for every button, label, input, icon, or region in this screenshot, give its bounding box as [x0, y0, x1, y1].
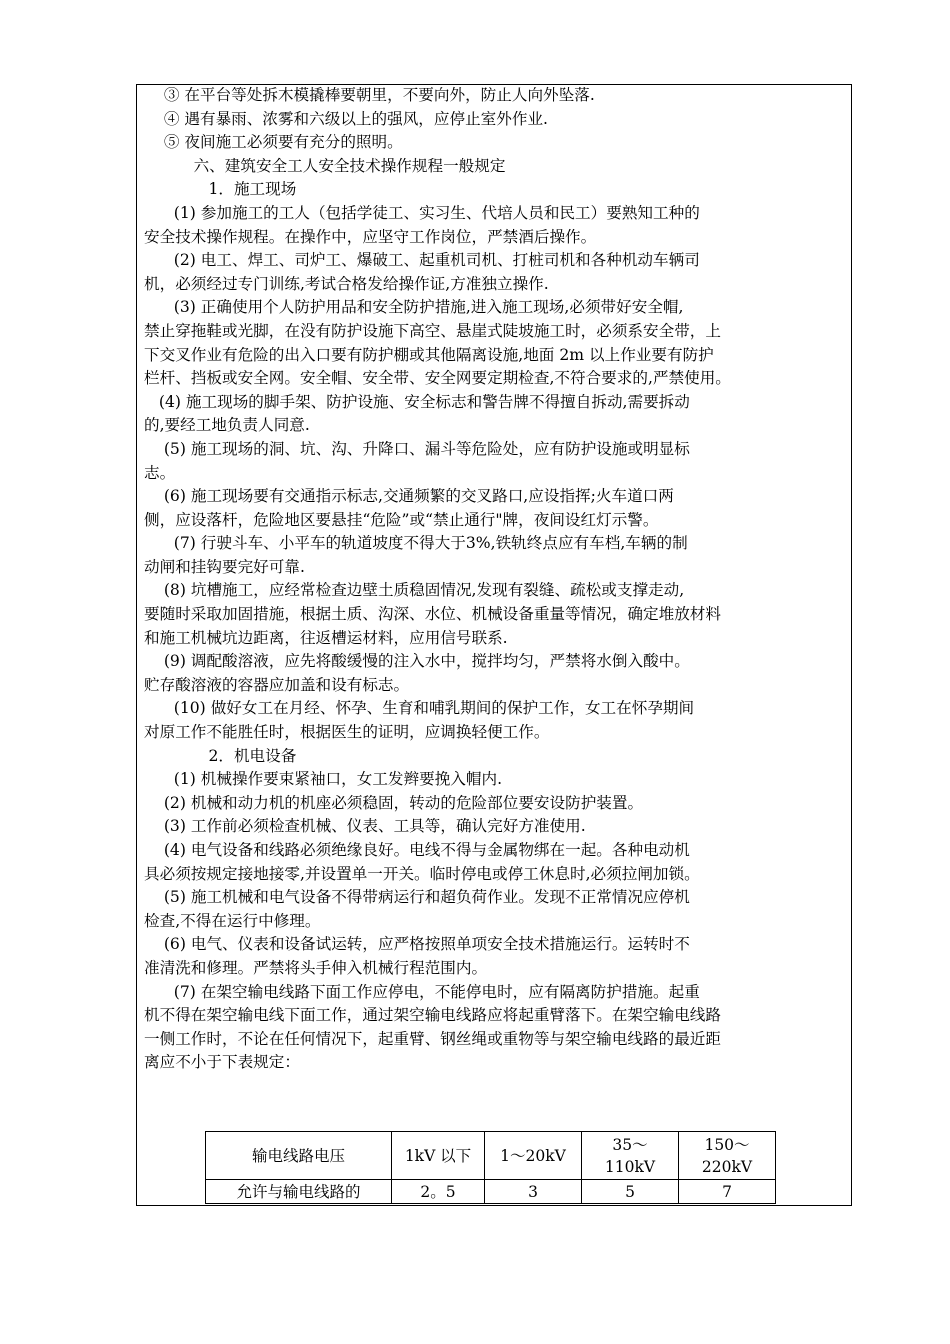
text-line: 侧，应设落杆，危险地区要悬挂“危险”或“禁止通行"牌，夜间设红灯示警。 [144, 510, 659, 529]
table-cell: 1kV 以下 [392, 1132, 485, 1180]
text-line: (2) 机械和动力机的机座必须稳固，转动的危险部位要安设防护装置。 [144, 793, 644, 812]
text-line: 具必须按规定接地接零,并设置单一开关。临时停电或停工休息时,必须拉闸加锁。 [144, 864, 700, 883]
text-line: (1) 机械操作要束紧袖口，女工发辫要挽入帽内. [144, 770, 503, 789]
text-line: 要随时采取加固措施，根据土质、沟深、水位、机械设备重量等情况，确定堆放材料 [144, 605, 721, 624]
text-line: 1．施工现场 [144, 180, 297, 199]
text-line: (8) 坑槽施工，应经常检查边壁土质稳固情况,发现有裂缝、疏松或支撑走动, [144, 581, 685, 600]
text-line: 准清洗和修理。严禁将头手伸入机械行程范围内。 [144, 958, 488, 977]
text-line: 和施工机械坑边距离，往返槽运材料，应用信号联系. [144, 628, 508, 647]
text-line: ③ 在平台等处拆木模撬棒要朝里，不要向外，防止人向外坠落. [144, 86, 595, 104]
text-line: (9) 调配酸溶液，应先将酸缓慢的注入水中，搅拌均匀，严禁将水倒入酸中。 [144, 652, 690, 671]
text-line: 2．机电设备 [144, 746, 297, 765]
text-line: 动闸和挂钩要完好可靠. [144, 557, 305, 576]
text-line: 一侧工作时，不论在任何情况下，起重臂、钢丝绳或重物等与架空输电线路的最近距 [144, 1029, 721, 1048]
text-line: 离应不小于下表规定： [144, 1053, 300, 1072]
table-row [206, 1180, 776, 1204]
text-line: 禁止穿拖鞋或光脚，在没有防护设施下高空、悬崖式陡坡施工时，必须系安全带，上 [144, 321, 721, 340]
text-line: (6) 电气、仪表和设备试运转，应严格按照单项安全技术措施运行。运转时不 [144, 935, 690, 954]
text-line: (6) 施工现场要有交通指示标志,交通频繁的交叉路口,应设指挥;火车道口两 [144, 487, 674, 506]
table-row [206, 1132, 776, 1180]
text-line: 志。 [144, 463, 176, 482]
text-line: (3) 正确使用个人防护用品和安全防护措施,进入施工现场,必须带好安全帽, [144, 298, 684, 317]
text-line: (3) 工作前必须检查机械、仪表、工具等，确认完好方准使用. [144, 817, 586, 836]
distance-table [205, 1131, 776, 1204]
text-line: 对原工作不能胜任时，根据医生的证明，应调换轻便工作。 [144, 723, 550, 742]
text-line: (4) 施工现场的脚手架、防护设施、安全标志和警告牌不得擅自拆动,需要拆动 [144, 392, 690, 411]
text-line: 的,要经工地负责人同意. [144, 416, 310, 435]
text-line: (7) 在架空输电线路下面工作应停电，不能停电时，应有隔离防护措施。起重 [144, 982, 700, 1001]
table-cell: 5 [582, 1180, 679, 1204]
text-line: (10) 做好女工在月经、怀孕、生育和哺乳期间的保护工作，女工在怀孕期间 [144, 699, 695, 718]
text-line: ⑤ 夜间施工必须要有充分的照明。 [144, 133, 403, 152]
table-cell-line: 35～ [612, 1135, 648, 1154]
table-cell [582, 1132, 679, 1180]
table-cell-line: 220kV [701, 1157, 753, 1176]
text-line: 机不得在架空输电线下面工作，通过架空输电线路应将起重臂落下。在架空输电线路 [144, 1006, 721, 1025]
table-cell: 允许与输电线路的 [206, 1180, 392, 1204]
text-line: (1) 参加施工的工人（包括学徒工、实习生、代培人员和民工）要熟知工种的 [144, 203, 700, 222]
text-line: 下交叉作业有危险的出入口要有防护棚或其他隔离设施,地面 2m 以上作业要有防护 [144, 345, 714, 364]
table-cell: 7 [679, 1180, 776, 1204]
table-cell-line: 110kV [604, 1157, 656, 1176]
text-line: 安全技术操作规程。在操作中，应坚守工作岗位，严禁酒后操作。 [144, 227, 597, 246]
text-line: (5) 施工现场的洞、坑、沟、升降口、漏斗等危险处，应有防护设施或明显标 [144, 439, 690, 458]
document-body [144, 84, 848, 1075]
text-line: (4) 电气设备和线路必须绝缘良好。电线不得与金属物绑在一起。各种电动机 [144, 841, 690, 859]
text-line: 六、建筑安全工人安全技术操作规程一般规定 [144, 156, 506, 175]
table-cell: 2。5 [392, 1180, 485, 1204]
text-line: 检查,不得在运行中修理。 [144, 911, 321, 930]
text-line: (7) 行驶斗车、小平车的轨道坡度不得大于3%,铁轨终点应有车档,车辆的制 [144, 534, 688, 553]
table-cell: 1～20kV [485, 1132, 582, 1180]
text-line: (5) 施工机械和电气设备不得带病运行和超负荷作业。发现不正常情况应停机 [144, 888, 690, 907]
text-line: (2) 电工、焊工、司炉工、爆破工、起重机司机、打桩司机和各种机动车辆司 [144, 251, 700, 270]
text-line: 贮存酸溶液的容器应加盖和设有标志。 [144, 675, 410, 694]
text-line: ④ 遇有暴雨、浓雾和六级以上的强风，应停止室外作业. [144, 109, 548, 128]
table-cell: 输电线路电压 [206, 1132, 392, 1180]
text-line: 栏杆、挡板或安全网。安全帽、安全带、安全网要定期检查,不符合要求的,严禁使用。 [144, 369, 731, 388]
table-cell: 3 [485, 1180, 582, 1204]
table-cell-line: 150～ [704, 1135, 750, 1154]
table-cell [679, 1132, 776, 1180]
text-line: 机，必须经过专门训练,考试合格发给操作证,方准独立操作. [144, 274, 549, 293]
